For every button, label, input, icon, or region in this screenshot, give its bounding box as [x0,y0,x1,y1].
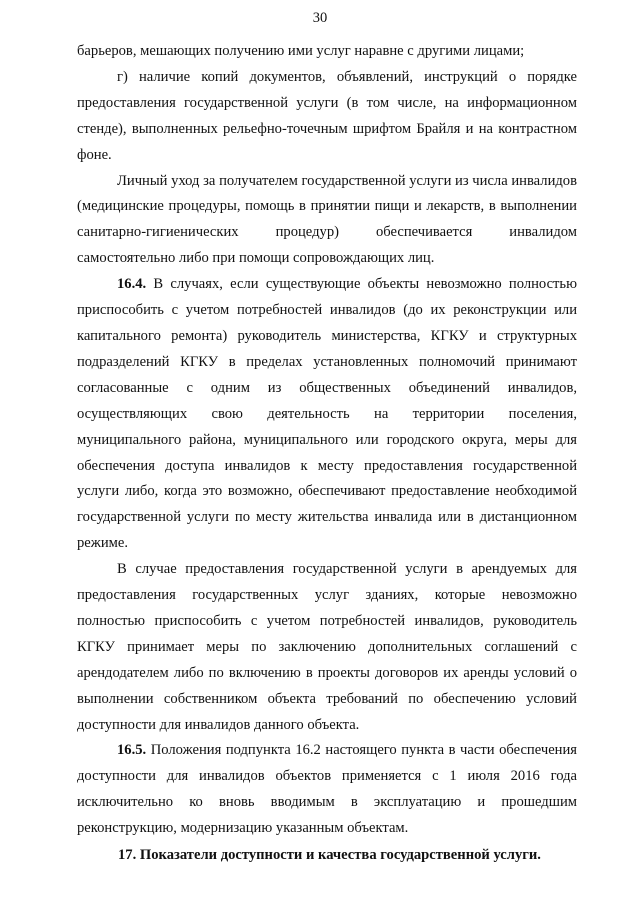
section-heading: 17. Показатели доступности и качества государственной услуги. [118,847,541,864]
paragraph-text: Положения подпункта 16.2 настоящего пункта в части обеспечения доступности для инвалидов объектов применяется с 1 июля 2016 года исключительно ко вновь вводимым в эксплуатацию и прошедшим реконструкцию, модернизацию указанным объектам. [77,742,577,837]
paragraph-personal-care [77,169,577,273]
paragraph-text: г) наличие копий документов, объявлений, инструкций о порядке предоставления государственной услуги (в том числе, на информационном стенде), выполненных рельефно-точечным шрифтом Брайля и на контрастном фоне. [77,68,577,163]
document-body [77,39,577,869]
paragraph-item-g [77,65,577,169]
paragraph-16-5 [77,738,577,842]
paragraph-rented-buildings [77,557,577,738]
paragraph-continuation [77,39,577,65]
clause-number: 16.5. [117,742,147,759]
paragraph-text: барьеров, мешающих получению ими услуг наравне с другими лицами; [77,43,525,59]
paragraph-16-4 [77,272,577,557]
clause-number: 16.4. [117,276,147,293]
paragraph-text: В случае предоставления государственной услуги в арендуемых для предоставления государственных услуг зданиях, которые невозможно полностью приспособить с учетом потребностей инвалидов, руководитель КГКУ принимает меры по заключению дополнительных соглашений с арендодателем либо по включению в проекты договоров их аренды условий о выполнении собственником объекта требований по обеспечению условий доступности для инвалидов данного объекта. [77,561,577,733]
paragraph-text: В случаях, если существующие объекты невозможно полностью приспособить с учетом потребностей инвалидов (до их реконструкции или капитального ремонта) руководитель министерства, КГКУ и структурных подразделений КГКУ в пределах установленных полномочий принимают согласованные с одним из общественных объединений инвалидов, осуществляющих свою деятельность на территории поселения, муниципального района, муниципального или городского округа, меры для обеспечения доступа инвалидов к месту предоставления государственной услуги либо, когда это возможно, обеспечивают предоставление необходимой государственной услуги по месту жительства инвалида или в дистанционном режиме. [77,276,577,552]
page-number: 30 [312,10,328,26]
paragraph-text: Личный уход за получателем государственной услуги из числа инвалидов (медицинские процедуры, помощь в принятии пищи и лекарств, в выполнении санитарно-гигиенических процедур) обеспечивается инвалидом самостоятельно либо при помощи сопровождающих лиц. [77,172,577,267]
